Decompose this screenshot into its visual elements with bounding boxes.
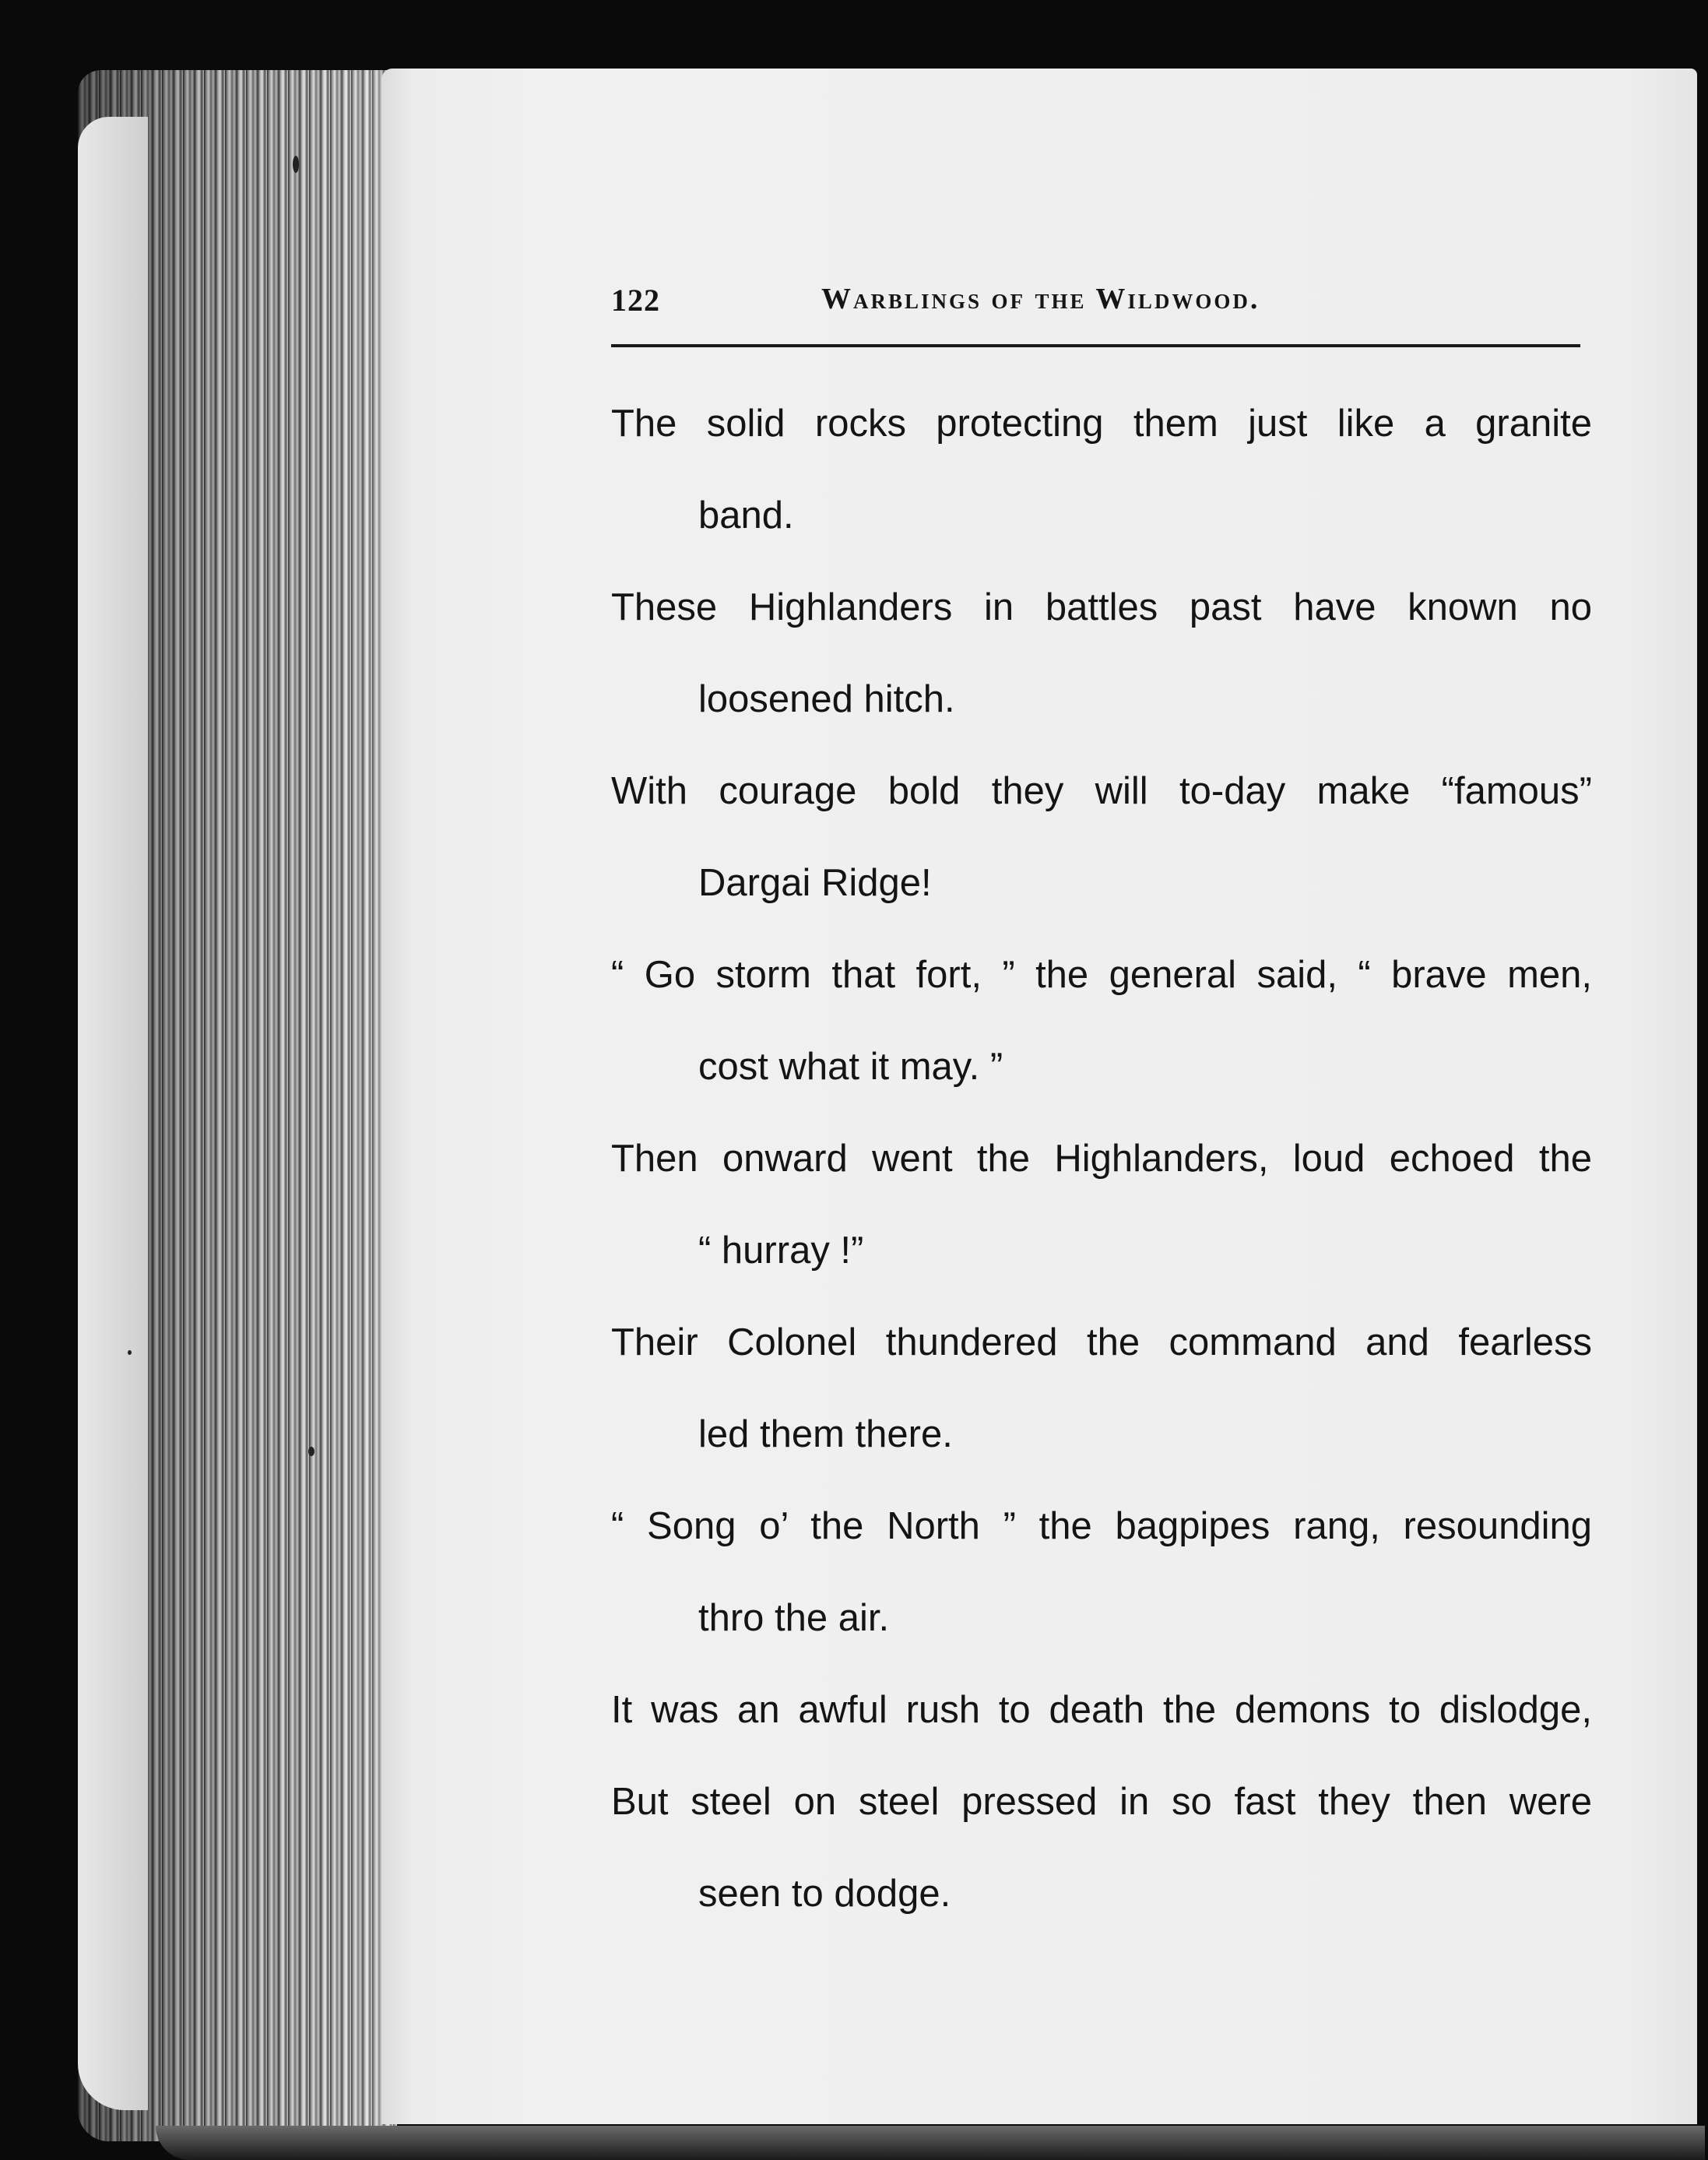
poem-line: It was an awful rush to death the demons to dislodge, [611, 1689, 1592, 1731]
poem-line: “ Song o’ the North ” the bagpipes rang, resounding [611, 1505, 1592, 1547]
poem-line-continuation: cost what it may. ” [698, 1046, 1003, 1088]
book-cover-edge [78, 117, 148, 2110]
poem-line: Then onward went the Highlanders, loud echoed the [611, 1138, 1592, 1180]
poem-line-continuation: loosened hitch. [698, 678, 955, 720]
running-title: Warblings of the Wildwood. [821, 283, 1260, 315]
running-head [611, 282, 1580, 329]
poem-line-continuation: band. [698, 494, 794, 536]
poem-line: With courage bold they will to-day make “famous” [611, 770, 1592, 812]
poem-line-continuation: thro the air. [698, 1597, 890, 1639]
poem-line: But steel on steel pressed in so fast they then were [611, 1781, 1592, 1823]
poem-line-continuation: Dargai Ridge! [698, 862, 932, 904]
poem-line-continuation: seen to dodge. [698, 1873, 951, 1915]
poem-line-continuation: led them there. [698, 1413, 953, 1455]
poem-line: “ Go storm that fort, ” the general said, “ brave men, [611, 954, 1592, 996]
poem-line-continuation: “ hurray !” [698, 1230, 864, 1272]
scan-speck [128, 1350, 132, 1355]
page-number: 122 [611, 283, 660, 318]
scan-speck [308, 1447, 315, 1456]
poem-line: The solid rocks protecting them just like a granite [611, 403, 1592, 445]
poem-body [611, 382, 1592, 1944]
poem-line: These Highlanders in battles past have known no [611, 586, 1592, 628]
page-bottom-shadow [156, 2126, 1705, 2160]
scan-speck [293, 156, 299, 173]
header-rule [611, 344, 1580, 347]
poem-line: Their Colonel thundered the command and fearless [611, 1321, 1592, 1363]
